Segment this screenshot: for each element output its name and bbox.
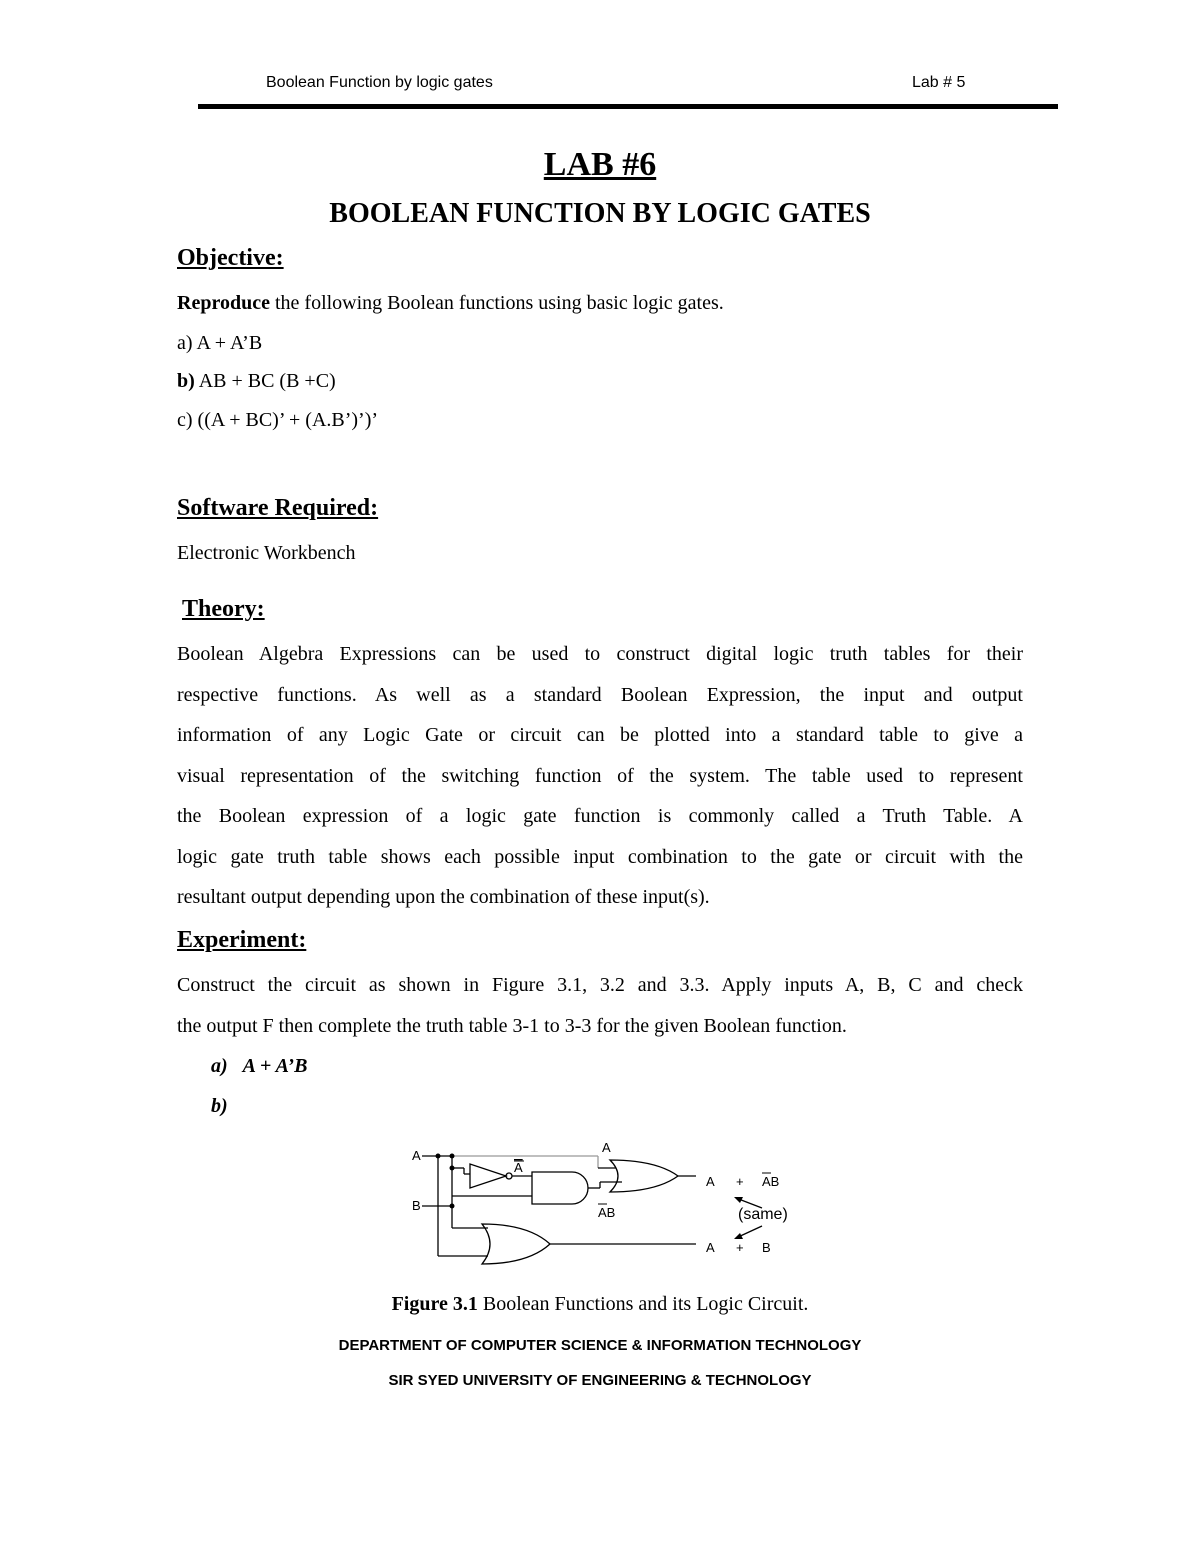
junction-dot (450, 1166, 455, 1171)
objective-intro (177, 292, 724, 315)
objective-item-label: c) (177, 409, 198, 431)
theory-line: logic gate truth table shows each possible input combination to the gate or circuit with the (177, 845, 1023, 868)
theory-line: visual representation of the switching function of the system. The table used to represent (177, 764, 1023, 787)
objective-item-a (177, 332, 262, 355)
experiment-line: Construct the circuit as shown in Figure 3.1, 3.2 and 3.3. Apply inputs A, B, C and check (177, 974, 1023, 996)
experiment-line: the output F then complete the truth table 3-1 to 3-3 for the given Boolean function. (177, 1014, 847, 1037)
theory-heading: Theory: (182, 596, 265, 622)
objective-item-expr: AB + BC (B +C) (194, 370, 336, 392)
expr1-ab: AB (762, 1174, 780, 1189)
experiment-item-expr: A + A’B (242, 1055, 308, 1077)
experiment-item-label: b) (211, 1095, 228, 1117)
figure-caption-text: Boolean Functions and its Logic Circuit. (477, 1293, 809, 1315)
objective-item-expr: ((A + BC)’ + (A.B’)’)’ (197, 409, 379, 431)
expr2-b: B (762, 1240, 771, 1255)
theory-paragraph (177, 634, 1023, 918)
theory-line: the Boolean expression of a logic gate function is commonly called a Truth Table. A (177, 805, 1023, 827)
experiment-heading: Experiment: (177, 927, 307, 953)
same-label: (same) (738, 1206, 788, 1223)
theory-line: resultant output depending upon the combination of these input(s). (177, 886, 710, 908)
input-label-a: A (412, 1148, 421, 1163)
objective-item-expr: A + A’B (196, 332, 263, 354)
and-output-label: AB (598, 1205, 616, 1220)
figure-label: Figure 3.1 (391, 1293, 478, 1315)
junction-dot (450, 1154, 455, 1159)
objective-item-label: b) (177, 370, 195, 392)
software-text: Electronic Workbench (177, 542, 356, 564)
theory-line: Boolean Algebra Expressions can be used to construct digital logic truth tables for their (177, 643, 1023, 665)
experiment-paragraph (177, 965, 1023, 1046)
software-heading: Software Required: (177, 495, 379, 521)
running-header-title: Boolean Function by logic gates (266, 74, 493, 91)
experiment-item-label: a) (211, 1055, 228, 1077)
or-top-input-label: A (602, 1140, 611, 1155)
or-gate-bottom (482, 1224, 550, 1264)
header-rule (198, 104, 1058, 109)
expr1-a: A (706, 1174, 715, 1189)
objective-item-b (177, 370, 336, 393)
experiment-item-b (211, 1095, 228, 1118)
expr1-plus: + (736, 1174, 744, 1189)
expr2-plus: + (736, 1240, 744, 1255)
footer-department: DEPARTMENT OF COMPUTER SCIENCE & INFORMATION TECHNOLOGY (338, 1337, 862, 1354)
theory-line: information of any Logic Gate or circuit can be plotted into a standard table to give a (177, 724, 1023, 746)
objective-intro-bold: Reproduce (177, 292, 270, 314)
junction-dot (436, 1154, 441, 1159)
experiment-item-a (211, 1055, 307, 1078)
document-title: BOOLEAN FUNCTION BY LOGIC GATES (329, 198, 871, 229)
objective-item-c (177, 409, 378, 432)
and-gate (532, 1172, 588, 1204)
logic-circuit-diagram (400, 1136, 820, 1266)
not-gate (470, 1164, 506, 1188)
not-output-label: A (514, 1160, 523, 1175)
lab-title: LAB #6 (543, 146, 657, 183)
figure-caption (0, 1293, 1200, 1316)
objective-item-label: a) (177, 332, 197, 354)
or-gate-top (610, 1160, 678, 1192)
footer-university: SIR SYED UNIVERSITY OF ENGINEERING & TECHNOLOGY (388, 1372, 812, 1389)
theory-line: respective functions. As well as a standard Boolean Expression, the input and output (177, 683, 1023, 706)
input-label-b: B (412, 1198, 421, 1213)
objective-intro-text: the following Boolean functions using basic logic gates. (269, 292, 724, 314)
expr2-a: A (706, 1240, 715, 1255)
running-header-lab-number: Lab # 5 (912, 74, 966, 91)
junction-dot (450, 1204, 455, 1209)
objective-heading: Objective: (177, 245, 284, 271)
